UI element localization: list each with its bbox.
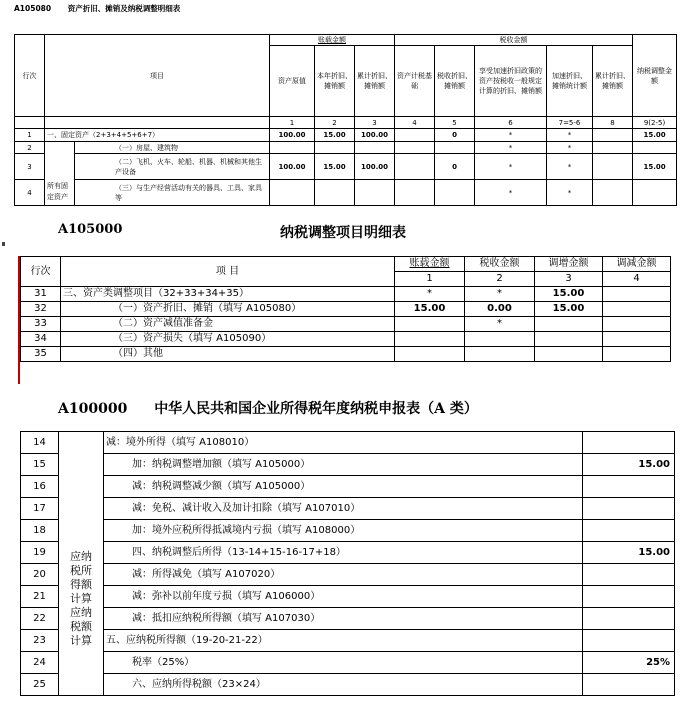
- col-num: 9(2-5): [633, 117, 677, 129]
- amount-cell[interactable]: [583, 520, 675, 542]
- row-no: 18: [21, 520, 59, 542]
- cell[interactable]: [395, 347, 465, 362]
- cell: *: [547, 129, 593, 142]
- cell[interactable]: [535, 332, 603, 347]
- amount-cell[interactable]: 15.00: [583, 542, 675, 564]
- table-row: [15, 180, 677, 206]
- cell[interactable]: [603, 332, 671, 347]
- row-no: 31: [21, 287, 61, 302]
- cell[interactable]: 15.00: [315, 129, 355, 142]
- cell[interactable]: [633, 142, 677, 154]
- cell[interactable]: [315, 180, 355, 206]
- cell[interactable]: [395, 142, 435, 154]
- group-label: 应纳 税所 得额 计算 应纳 税额 计算: [59, 432, 104, 696]
- a105080-title: [14, 3, 194, 14]
- col-num: 7=5-6: [547, 117, 593, 129]
- a105000-title: [58, 222, 406, 241]
- a105000-name: 纳税调整项目明细表: [280, 225, 406, 241]
- amount-cell[interactable]: 15.00: [583, 454, 675, 476]
- row-item: 三、资产类调整项目（32+33+34+35）: [61, 287, 395, 302]
- cell[interactable]: [435, 180, 475, 206]
- table-row: [21, 498, 675, 520]
- row-item: 四、纳税调整后所得（13-14+15-16-17+18）: [104, 542, 583, 564]
- row-no: 23: [21, 630, 59, 652]
- row-item: （一）房屋、建筑物: [75, 142, 270, 154]
- row-no: 4: [15, 180, 45, 206]
- col-num: 3: [535, 272, 603, 287]
- row-no: 2: [15, 142, 45, 154]
- row-item: 一、固定资产（2+3+4+5+6+7）: [45, 129, 270, 142]
- row-no: 33: [21, 317, 61, 332]
- header-row-label: 行次: [15, 35, 45, 117]
- row-item: 减：抵扣应纳税所得额（填写 A107030）: [104, 608, 583, 630]
- table-row: [21, 542, 675, 564]
- cell[interactable]: [315, 142, 355, 154]
- cell[interactable]: 15.00: [535, 287, 603, 302]
- a105080-name: 资产折旧、摊销及纳税调整明细表: [67, 4, 181, 13]
- header-col-3: 累计折旧、摊销额: [355, 46, 395, 117]
- table-row: [15, 129, 677, 142]
- header-row-label: 行次: [21, 257, 61, 287]
- row-item: （三）与生产经营活动有关的器具、工具、家具等: [75, 180, 270, 206]
- table-row: [15, 154, 677, 180]
- amount-cell[interactable]: [583, 608, 675, 630]
- cell[interactable]: 0: [435, 154, 475, 180]
- cell[interactable]: [395, 180, 435, 206]
- amount-cell[interactable]: [583, 432, 675, 454]
- row-item: 减：境外所得（填写 A108010）: [104, 432, 583, 454]
- row-no: 20: [21, 564, 59, 586]
- header-col-7: 加速折旧、摊销统计额: [547, 46, 593, 117]
- row-item: 减：纳税调整减少额（填写 A105000）: [104, 476, 583, 498]
- row-no: 32: [21, 302, 61, 317]
- col-num: 4: [395, 117, 435, 129]
- header-col-6: 享受加速折旧政策的资产按税收一般规定计算的折旧、摊销额: [475, 46, 547, 117]
- col-num: 3: [355, 117, 395, 129]
- cell[interactable]: [593, 154, 633, 180]
- amount-cell[interactable]: 25%: [583, 652, 675, 674]
- cell[interactable]: [465, 347, 535, 362]
- header-tax-group: 税收金额: [395, 35, 633, 46]
- a105000-table: [20, 256, 671, 362]
- row-no: 3: [15, 154, 45, 180]
- cell[interactable]: 100.00: [355, 129, 395, 142]
- cell: *: [547, 180, 593, 206]
- table-row: [21, 317, 671, 332]
- cell: *: [465, 317, 535, 332]
- amount-cell[interactable]: [583, 586, 675, 608]
- a100000-table: [20, 431, 675, 696]
- header-book-group: 账载金额: [270, 35, 395, 46]
- cell[interactable]: [355, 142, 395, 154]
- header-col-2: 本年折旧、摊销额: [315, 46, 355, 117]
- a100000-code: A100000: [58, 401, 128, 417]
- table-row: [21, 332, 671, 347]
- a105080-code: A105080: [14, 4, 52, 13]
- row-item: （二）飞机、火车、轮船、机器、机械和其他生产设备: [75, 154, 270, 180]
- amount-cell[interactable]: [583, 564, 675, 586]
- cell[interactable]: [633, 180, 677, 206]
- amount-cell[interactable]: [583, 630, 675, 652]
- col-num: 8: [593, 117, 633, 129]
- row-no: 22: [21, 608, 59, 630]
- cell[interactable]: [593, 180, 633, 206]
- cell[interactable]: [270, 142, 315, 154]
- table-row: [21, 476, 675, 498]
- header-item: 项目: [45, 35, 270, 117]
- row-no: 15: [21, 454, 59, 476]
- cell[interactable]: [593, 129, 633, 142]
- row-item: 减：免税、减计收入及加计扣除（填写 A107010）: [104, 498, 583, 520]
- header-col-4: 资产计税基础: [395, 46, 435, 117]
- header-col-9: 纳税调整金额: [633, 35, 677, 117]
- col-num: 2: [465, 272, 535, 287]
- cell[interactable]: 100.00: [270, 129, 315, 142]
- cell: *: [547, 154, 593, 180]
- cell: *: [475, 142, 547, 154]
- cell[interactable]: 100.00: [355, 154, 395, 180]
- cell[interactable]: 15.00: [633, 129, 677, 142]
- row-item: 加：境外应税所得抵减境内亏损（填写 A108000）: [104, 520, 583, 542]
- a100000-title: [58, 398, 500, 418]
- row-item: 五、应纳税所得额（19-20-21-22）: [104, 630, 583, 652]
- table-row: [21, 520, 675, 542]
- table-row: [21, 302, 671, 317]
- row-no: 21: [21, 586, 59, 608]
- cell[interactable]: 100.00: [270, 154, 315, 180]
- table-row: [21, 608, 675, 630]
- row-item: （三）资产损失（填写 A105090）: [61, 332, 395, 347]
- row-item: 减：弥补以前年度亏损（填写 A106000）: [104, 586, 583, 608]
- table-row: [21, 586, 675, 608]
- cell[interactable]: 0.00: [465, 302, 535, 317]
- header-col-8: 累计折旧、摊销额: [593, 46, 633, 117]
- col-num: 6: [475, 117, 547, 129]
- a105080-table: [14, 34, 677, 206]
- cell[interactable]: [395, 332, 465, 347]
- table-row: [21, 454, 675, 476]
- row-no: 19: [21, 542, 59, 564]
- cell[interactable]: [603, 287, 671, 302]
- col-num: 2: [315, 117, 355, 129]
- cell[interactable]: [593, 142, 633, 154]
- row-item: 六、应纳所得税额（23×24）: [104, 674, 583, 696]
- row-item: （二）资产减值准备金: [61, 317, 395, 332]
- table-row: [21, 652, 675, 674]
- a100000-name: 中华人民共和国企业所得税年度纳税申报表（A 类）: [154, 401, 478, 417]
- row-item: （一）资产折旧、摊销（填写 A105080）: [61, 302, 395, 317]
- amount-cell[interactable]: [583, 498, 675, 520]
- col-num: 1: [395, 272, 465, 287]
- cell[interactable]: [603, 317, 671, 332]
- header-col-2: 税收金额: [465, 257, 535, 272]
- row-no: 16: [21, 476, 59, 498]
- cell: *: [395, 287, 465, 302]
- cell[interactable]: [355, 180, 395, 206]
- table-row: [21, 287, 671, 302]
- cell[interactable]: [465, 332, 535, 347]
- cell[interactable]: [395, 129, 435, 142]
- row-no: 1: [15, 129, 45, 142]
- header-item: 项 目: [61, 257, 395, 287]
- cell[interactable]: [435, 142, 475, 154]
- cell: *: [465, 287, 535, 302]
- cell: *: [547, 142, 593, 154]
- cell[interactable]: 15.00: [633, 154, 677, 180]
- row-no: 25: [21, 674, 59, 696]
- row-item: （四）其他: [61, 347, 395, 362]
- cell[interactable]: [395, 154, 435, 180]
- table-row: [21, 630, 675, 652]
- header-col-4: 调减金额: [603, 257, 671, 272]
- row-item: 减：所得减免（填写 A107020）: [104, 564, 583, 586]
- table-row: [21, 432, 675, 454]
- header-col-1: 账载金额: [395, 257, 465, 272]
- amount-cell[interactable]: [583, 674, 675, 696]
- group-label: 所有固定资产: [45, 142, 75, 206]
- row-no: 17: [21, 498, 59, 520]
- col-num: 4: [603, 272, 671, 287]
- table-row: [21, 674, 675, 696]
- cell[interactable]: [535, 347, 603, 362]
- cell: *: [475, 180, 547, 206]
- col-num: 5: [435, 117, 475, 129]
- row-item: 加：纳税调整增加额（填写 A105000）: [104, 454, 583, 476]
- header-col-3: 调增金额: [535, 257, 603, 272]
- header-col-5: 税收折旧、摊销额: [435, 46, 475, 117]
- row-item: 税率（25%）: [104, 652, 583, 674]
- a105000-code: A105000: [58, 222, 123, 237]
- cell[interactable]: [535, 317, 603, 332]
- amount-cell[interactable]: [583, 476, 675, 498]
- table-row: [15, 142, 677, 154]
- col-num: 1: [270, 117, 315, 129]
- table-row: [21, 347, 671, 362]
- cell[interactable]: 15.00: [315, 154, 355, 180]
- cell: *: [475, 129, 547, 142]
- margin-mark: [2, 242, 5, 246]
- header-col-1: 资产原值: [270, 46, 315, 117]
- row-no: 35: [21, 347, 61, 362]
- row-no: 34: [21, 332, 61, 347]
- cell[interactable]: [603, 347, 671, 362]
- cell[interactable]: 15.00: [395, 302, 465, 317]
- row-no: 14: [21, 432, 59, 454]
- cell: *: [475, 154, 547, 180]
- cell[interactable]: 15.00: [535, 302, 603, 317]
- row-no: 24: [21, 652, 59, 674]
- cell[interactable]: 0: [435, 129, 475, 142]
- cell[interactable]: [270, 180, 315, 206]
- cell[interactable]: [395, 317, 465, 332]
- cell[interactable]: [603, 302, 671, 317]
- table-row: [21, 564, 675, 586]
